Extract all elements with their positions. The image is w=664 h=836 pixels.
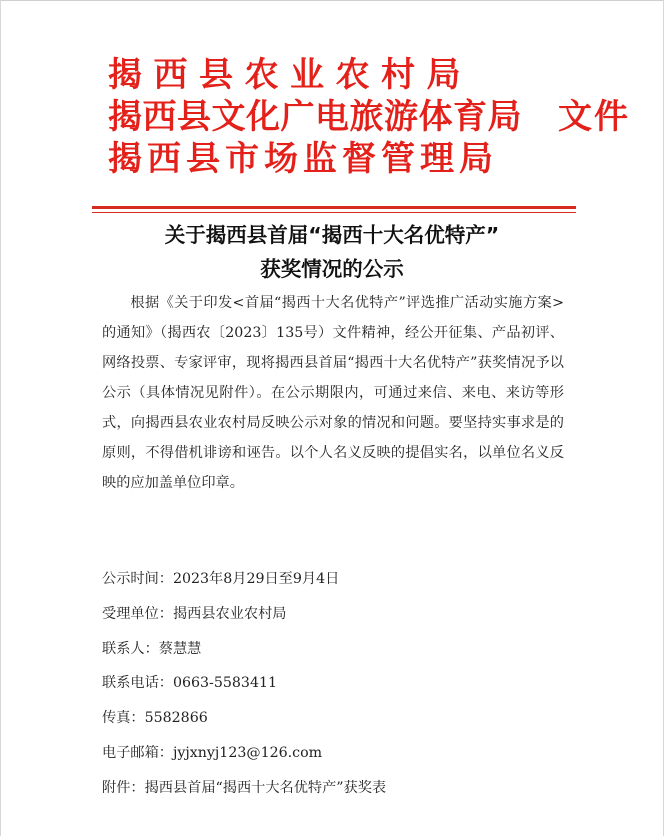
header-line-1 bbox=[108, 54, 578, 96]
fax-number: 传真：5582866 bbox=[102, 710, 208, 727]
red-rule-thick bbox=[92, 206, 576, 209]
page-edge-left bbox=[0, 0, 1, 836]
contact-person: 联系人：蔡慧慧 bbox=[102, 640, 202, 657]
header-line-3 bbox=[108, 138, 578, 180]
agency-name: 揭西县农业农村局 bbox=[108, 55, 472, 95]
document-title bbox=[88, 218, 576, 286]
body-paragraph: 根据《关于印发<首届“揭西十大名优特产”评选推广活动实施方案>的通知》（揭西农〔2023〕135号）文件精神，经公开征集、产品初评、网络投票、专家评审，现将揭西县首届“揭西十大名优特产”获奖情况予以公示（具体情况见附件）。在公示期限内，可通过来信、来电、来访等形式，向揭西县农业农村局反映公示对象的情况和问题。要坚持实事求是的原则，不得借机诽谤和诬告。以个人名义反映的提倡实名，以单位名义反映的应加盖单位印章。 bbox=[102, 295, 564, 491]
red-rule-thin bbox=[92, 212, 576, 213]
title-line-1: 关于揭西县首届“揭西十大名优特产” bbox=[164, 223, 500, 247]
attachment-note: 附件：揭西县首届“揭西十大名优特产”获奖表 bbox=[102, 779, 387, 796]
notice-time: 公示时间：2023年8月29日至9月4日 bbox=[102, 571, 340, 587]
notice-info bbox=[102, 564, 572, 808]
receiving-unit: 受理单位：揭西县农业农村局 bbox=[102, 605, 287, 622]
agency-name: 揭西县文化广电旅游体育局 bbox=[108, 97, 522, 137]
contact-phone: 联系电话：0663-5583411 bbox=[102, 675, 278, 692]
title-line-2: 获奖情况的公示 bbox=[260, 257, 404, 281]
document-suffix: 文件 bbox=[558, 97, 630, 137]
body-text bbox=[102, 288, 564, 498]
page-edge-top bbox=[0, 0, 664, 1]
agency-name: 揭西县市场监督管理局 bbox=[108, 139, 498, 179]
email-address: 电子邮箱：jyjxnyj123@126.com bbox=[102, 744, 323, 761]
header-line-2 bbox=[108, 96, 630, 138]
document-header bbox=[108, 54, 630, 180]
